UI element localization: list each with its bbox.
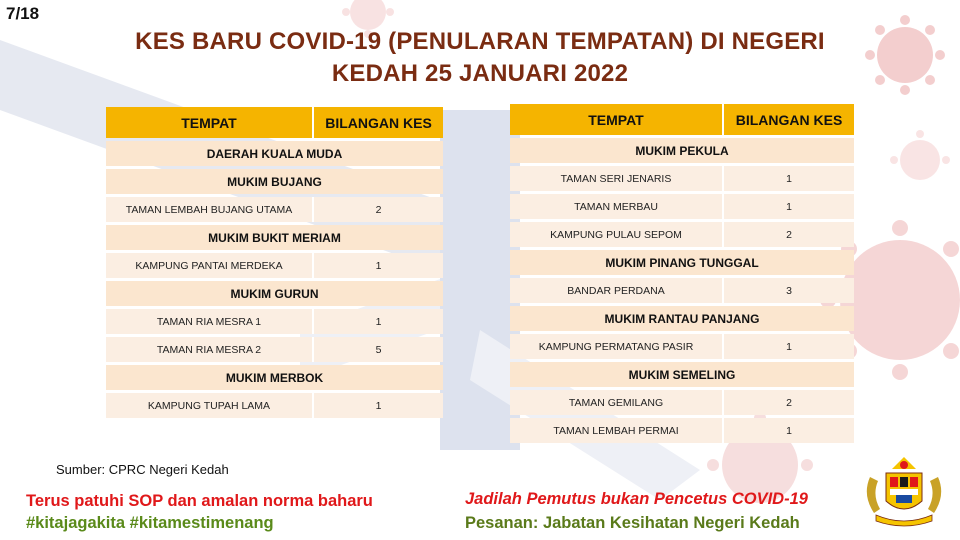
- place-cell: KAMPUNG PANTAI MERDEKA: [106, 253, 314, 278]
- table-row: [510, 334, 854, 359]
- place-cell: TAMAN SERI JENARIS: [510, 166, 724, 191]
- group-label: MUKIM GURUN: [106, 281, 443, 306]
- group-label: DAERAH KUALA MUDA: [106, 141, 443, 166]
- group-row: [106, 169, 443, 194]
- page-title-line2: KEDAH 25 JANUARI 2022: [331, 60, 629, 87]
- group-label: MUKIM MERBOK: [106, 365, 443, 390]
- column-header-tempat: TEMPAT: [510, 104, 724, 135]
- table-row: [510, 418, 854, 443]
- group-row: [510, 250, 854, 275]
- count-cell: 2: [314, 197, 443, 222]
- count-cell: 2: [724, 222, 854, 247]
- table-row: [106, 309, 443, 334]
- count-cell: 1: [724, 194, 854, 219]
- table-row: [510, 222, 854, 247]
- count-cell: 1: [314, 309, 443, 334]
- group-row: [510, 362, 854, 387]
- table-row: [106, 253, 443, 278]
- place-cell: KAMPUNG TUPAH LAMA: [106, 393, 314, 418]
- place-cell: KAMPUNG PULAU SEPOM: [510, 222, 724, 247]
- page-title-line1: KES BARU COVID-19 (PENULARAN TEMPATAN) DI NEGERI: [135, 28, 825, 55]
- group-row: [106, 141, 443, 166]
- count-cell: 2: [724, 390, 854, 415]
- count-cell: 1: [314, 253, 443, 278]
- group-label: MUKIM PEKULA: [510, 138, 854, 163]
- sop-message: Terus patuhi SOP dan amalan norma baharu: [26, 492, 373, 510]
- pesanan-note: Pesanan: Jabatan Kesihatan Negeri Kedah: [465, 514, 800, 532]
- group-label: MUKIM BUKIT MERIAM: [106, 225, 443, 250]
- group-row: [510, 138, 854, 163]
- group-label: MUKIM RANTAU PANJANG: [510, 306, 854, 331]
- count-cell: 3: [724, 278, 854, 303]
- virus-icon: [890, 130, 950, 180]
- table-row: [510, 278, 854, 303]
- source-note: Sumber: CPRC Negeri Kedah: [56, 462, 229, 477]
- column-header-bilangan-kes: BILANGAN KES: [724, 104, 854, 135]
- place-cell: TAMAN RIA MESRA 1: [106, 309, 314, 334]
- hashtags: #kitajagakita #kitamestimenang: [26, 514, 274, 532]
- table-header: [510, 104, 854, 135]
- group-label: MUKIM PINANG TUNGGAL: [510, 250, 854, 275]
- place-cell: KAMPUNG PERMATANG PASIR: [510, 334, 724, 359]
- count-cell: 1: [724, 166, 854, 191]
- column-header-tempat: TEMPAT: [106, 107, 314, 138]
- group-label: MUKIM SEMELING: [510, 362, 854, 387]
- count-cell: 1: [724, 418, 854, 443]
- count-cell: 5: [314, 337, 443, 362]
- table-row: [510, 194, 854, 219]
- virus-icon: [865, 15, 945, 95]
- place-cell: TAMAN MERBAU: [510, 194, 724, 219]
- group-label: MUKIM BUJANG: [106, 169, 443, 194]
- place-cell: TAMAN LEMBAH PERMAI: [510, 418, 724, 443]
- table-row: [510, 166, 854, 191]
- place-cell: TAMAN GEMILANG: [510, 390, 724, 415]
- page-number: 7/18: [6, 4, 40, 23]
- right-cases-table: [510, 101, 854, 446]
- left-cases-table: [106, 104, 443, 421]
- place-cell: TAMAN LEMBAH BUJANG UTAMA: [106, 197, 314, 222]
- count-cell: 1: [724, 334, 854, 359]
- place-cell: BANDAR PERDANA: [510, 278, 724, 303]
- group-row: [510, 306, 854, 331]
- kedah-crest-icon: [856, 455, 952, 527]
- table-row: [106, 393, 443, 418]
- table-row: [510, 390, 854, 415]
- group-row: [106, 281, 443, 306]
- table-header: [106, 107, 443, 138]
- count-cell: 1: [314, 393, 443, 418]
- slogan: Jadilah Pemutus bukan Pencetus COVID-19: [465, 490, 808, 508]
- group-row: [106, 365, 443, 390]
- place-cell: TAMAN RIA MESRA 2: [106, 337, 314, 362]
- group-row: [106, 225, 443, 250]
- table-row: [106, 337, 443, 362]
- column-header-bilangan-kes: BILANGAN KES: [314, 107, 443, 138]
- table-row: [106, 197, 443, 222]
